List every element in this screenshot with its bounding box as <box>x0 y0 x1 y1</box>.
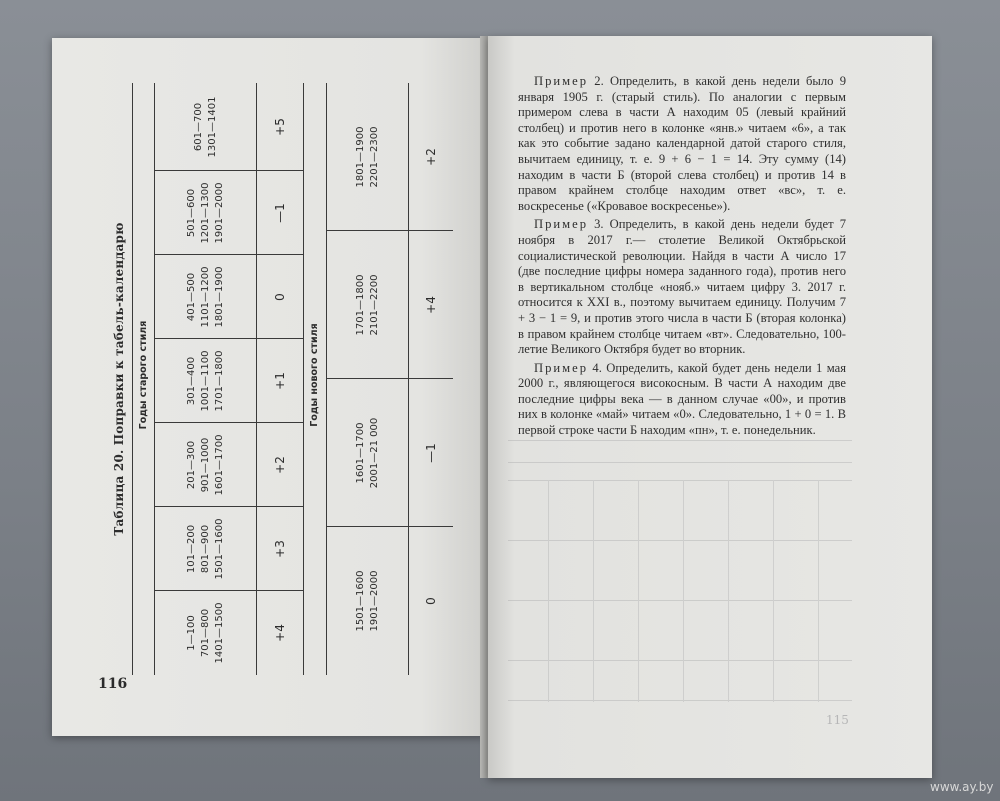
correction-value: —1 <box>424 443 438 463</box>
show-through-table <box>508 440 852 702</box>
ghost-rule <box>593 480 594 702</box>
ghost-rule <box>508 462 852 463</box>
old-years-cell <box>158 339 254 423</box>
year-range: 2001—21 000 <box>369 417 380 489</box>
year-range: 1001—1100 <box>200 350 211 412</box>
new-years-cell <box>330 83 406 231</box>
year-range: 101—200 <box>186 524 197 574</box>
new-years-cell <box>330 379 406 527</box>
year-range: 2201—2300 <box>369 126 380 188</box>
ghost-rule <box>508 700 852 701</box>
year-range: 601—700 <box>193 102 204 152</box>
example-lead: Пример <box>534 217 588 232</box>
example-lead: Пример <box>534 360 588 375</box>
old-style-header: Годы старого стиля <box>138 320 149 430</box>
ghost-rule <box>683 480 684 702</box>
paragraph <box>518 74 846 214</box>
ghost-rule <box>508 480 852 481</box>
year-range: 1901—2000 <box>214 182 225 244</box>
year-range: 201—300 <box>186 440 197 490</box>
year-range: 1201—1300 <box>200 182 211 244</box>
ghost-rule <box>638 480 639 702</box>
examples-text <box>518 74 846 442</box>
paragraph <box>518 217 846 357</box>
year-range: 501—600 <box>186 188 197 238</box>
year-range: 1401—1500 <box>214 602 225 664</box>
new-header-divider <box>326 83 327 675</box>
year-range: 1801—1900 <box>355 126 366 188</box>
correction-value: +2 <box>273 456 287 474</box>
table-top-rule <box>132 83 133 675</box>
year-range: 1801—1900 <box>214 266 225 328</box>
correction-value: +5 <box>273 118 287 136</box>
example-body: 4. Определить, какой будет день недели 1 мая 2000 г., являющегося високосным. В части А находим две последние цифры века — в данном случае «00», и против них в колонке «май» читаем «0». Следовательно, 1 + 0 = 1. В первой строке части Б находим «пн», т. е. понедельник. <box>518 360 846 438</box>
table-title: Таблица 20. Поправки к табель-календарю <box>112 222 126 536</box>
correction-value: +4 <box>273 624 287 642</box>
correction-value: +2 <box>424 148 438 166</box>
correction-value: +3 <box>273 540 287 558</box>
year-range: 1701—1800 <box>214 350 225 412</box>
ghost-rule <box>728 480 729 702</box>
old-years-cell <box>158 423 254 507</box>
year-range: 1—100 <box>186 615 197 651</box>
ghost-rule <box>818 480 819 702</box>
year-range: 1501—1600 <box>214 518 225 580</box>
year-range: 401—500 <box>186 272 197 322</box>
page-number-left: 116 <box>98 676 128 692</box>
ghost-rule <box>508 540 852 541</box>
example-body: 3. Определить, в какой день недели будет 7 ноября в 2017 г.— столетие Великой Октябрьской социалистической революции. Найдя в части А число 17 (две последние цифры номера заданного года), против него в вертикальном столбце «нояб.» читаем цифру 3. 2017 г. относится к XXI в., поэтому вычитаем единицу. Получим 7 + 3 − 1 = 9, и против этого числа в части Б (вторая колонка) в правом крайнем столбце читаем «вт». Следовательно, 100-летие Великого Октября будет во вторник. <box>518 217 846 357</box>
new-years-cell <box>330 231 406 379</box>
year-range: 301—400 <box>186 356 197 406</box>
year-range: 1701—1800 <box>355 274 366 336</box>
ghost-rule <box>773 480 774 702</box>
ghost-rule <box>508 600 852 601</box>
year-range: 901—1000 <box>200 437 211 493</box>
ghost-rule <box>548 480 549 702</box>
example-lead: Пример <box>534 74 588 88</box>
correction-value: 0 <box>424 597 438 605</box>
new-style-header: Годы нового стиля <box>309 323 320 427</box>
old-years-cell <box>158 255 254 339</box>
year-range: 1501—1600 <box>355 570 366 632</box>
year-range: 1601—1700 <box>355 422 366 484</box>
year-range: 1101—1200 <box>200 266 211 328</box>
ghost-page-number: 115 <box>826 713 849 727</box>
example-body: 2. Определить, в какой день недели было 9 января 1905 г. (старый стиль). По аналогии с первым примером слева в части А находим 05 (левый крайний столбец) и против него в колонке «янв.» читаем «6», а так как это событие задано календарной датой старого стиля, вычитаем единицу, т. е. 9 + 6 − 1 = 14. Эту сумму (14) находим в части Б (второй слева столбец) и против 14 в правом крайнем столбце находим ответ «вс», т. е. воскресенье («Кровавое воскресенье»). <box>518 74 846 213</box>
correction-value: —1 <box>273 203 287 223</box>
correction-value: +1 <box>273 372 287 390</box>
old-new-divider <box>303 83 304 675</box>
new-years-cell <box>330 527 406 675</box>
correction-value: 0 <box>273 293 287 301</box>
correction-value: +4 <box>424 296 438 314</box>
year-range: 701—800 <box>200 608 211 658</box>
correction-table <box>108 83 453 675</box>
paragraph <box>518 361 846 439</box>
year-range: 1601—1700 <box>214 434 225 496</box>
rotated-table-container <box>108 83 453 675</box>
header-divider <box>154 83 155 675</box>
year-range: 1901—2000 <box>369 570 380 632</box>
old-years-cell <box>158 171 254 255</box>
old-years-cell <box>158 83 254 171</box>
year-range: 801—900 <box>200 524 211 574</box>
year-range: 2101—2200 <box>369 274 380 336</box>
year-range: 1301—1401 <box>207 96 218 158</box>
ghost-rule <box>508 660 852 661</box>
old-years-cell <box>158 507 254 591</box>
old-years-cell <box>158 591 254 675</box>
watermark: www.ay.by <box>930 780 994 794</box>
